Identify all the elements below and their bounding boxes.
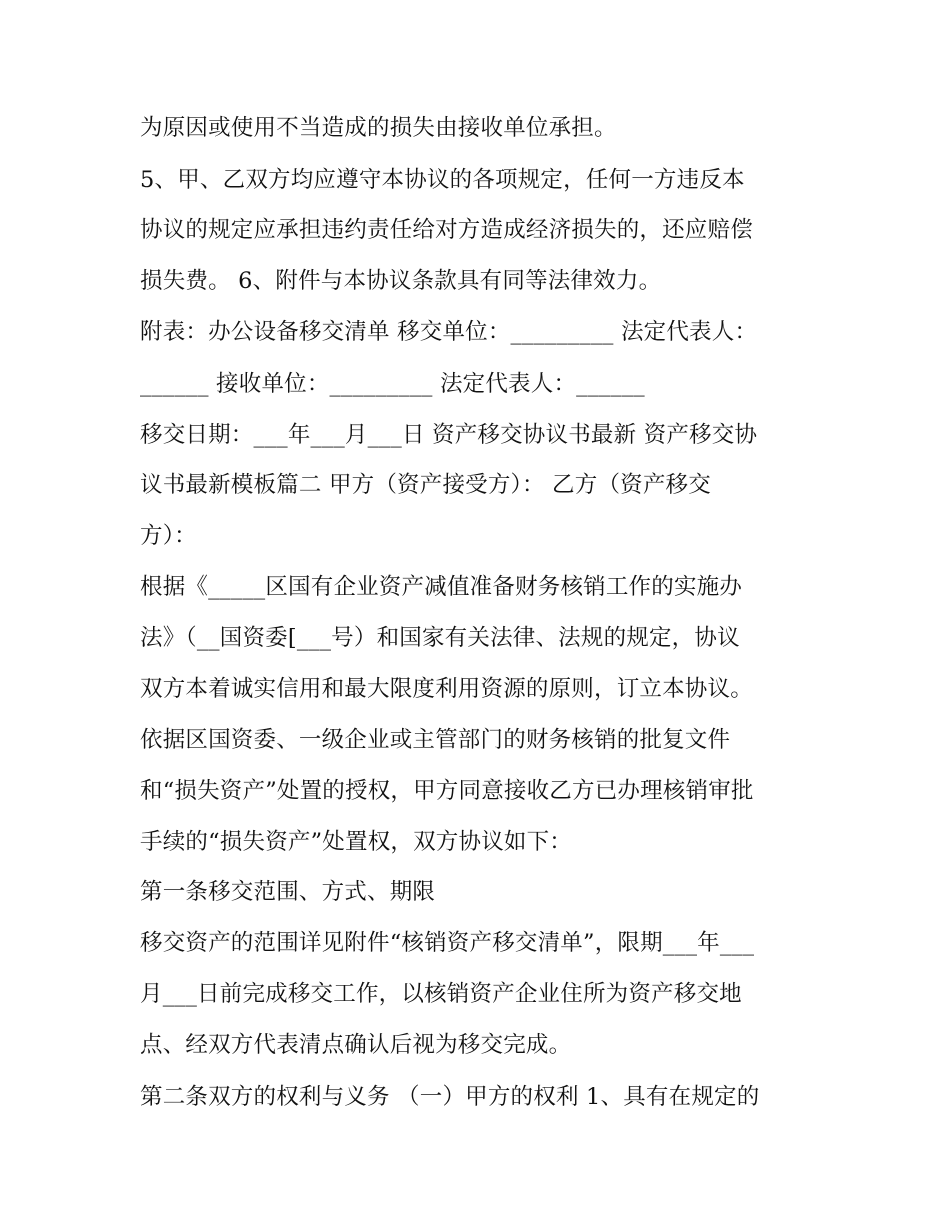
text-line-18: 月___日前完成移交工作，以核销资产企业住所为资产移交地: [140, 981, 742, 1007]
text-line-19: 点、经双方代表清点确认后视为移交完成。: [140, 1032, 572, 1058]
text-line-15: 手续的“损失资产”处置权，双方协议如下：: [140, 829, 573, 855]
text-line-4: 损失费。 6、附件与本协议条款具有同等法律效力。: [140, 268, 662, 294]
text-line-5: 附表：办公设备移交清单 移交单位：_________ 法定代表人：: [140, 319, 758, 345]
text-line-14: 和“损失资产”处置的授权，甲方同意接收乙方已办理核销审批: [140, 778, 754, 804]
text-line-12: 双方本着诚实信用和最大限度利用资源的原则，订立本协议。: [140, 676, 753, 702]
text-line-7: 移交日期：___年___月___日 资产移交协议书最新 资产移交协: [140, 422, 758, 448]
text-line-9: 方）：: [140, 523, 197, 549]
text-line-1: 为原因或使用不当造成的损失由接收单位承担。: [140, 115, 617, 141]
text-line-10: 根据《_____区国有企业资产减值准备财务核销工作的实施办: [140, 574, 743, 600]
text-line-16: 第一条移交范围、方式、期限: [140, 879, 436, 905]
text-line-13: 依据区国资委、一级企业或主管部门的财务核销的批复文件: [140, 727, 731, 753]
text-line-11: 法》（__国资委[___号）和国家有关法律、法规的规定，协议: [140, 625, 740, 651]
text-line-17: 移交资产的范围详见附件“核销资产移交清单”，限期___年___: [140, 930, 755, 956]
text-line-6: ______ 接收单位：_________ 法定代表人：______: [140, 371, 645, 397]
text-line-20: 第二条双方的权利与义务 （一）甲方的权利 1、具有在规定的: [140, 1084, 760, 1110]
text-line-2: 5、甲、乙双方均应遵守本协议的各项规定，任何一方违反本: [140, 167, 745, 193]
text-line-3: 协议的规定应承担违约责任给对方造成经济损失的，还应赔偿: [140, 217, 753, 243]
text-line-8: 议书最新模板篇二 甲方（资产接受方）： 乙方（资产移交: [140, 472, 711, 498]
